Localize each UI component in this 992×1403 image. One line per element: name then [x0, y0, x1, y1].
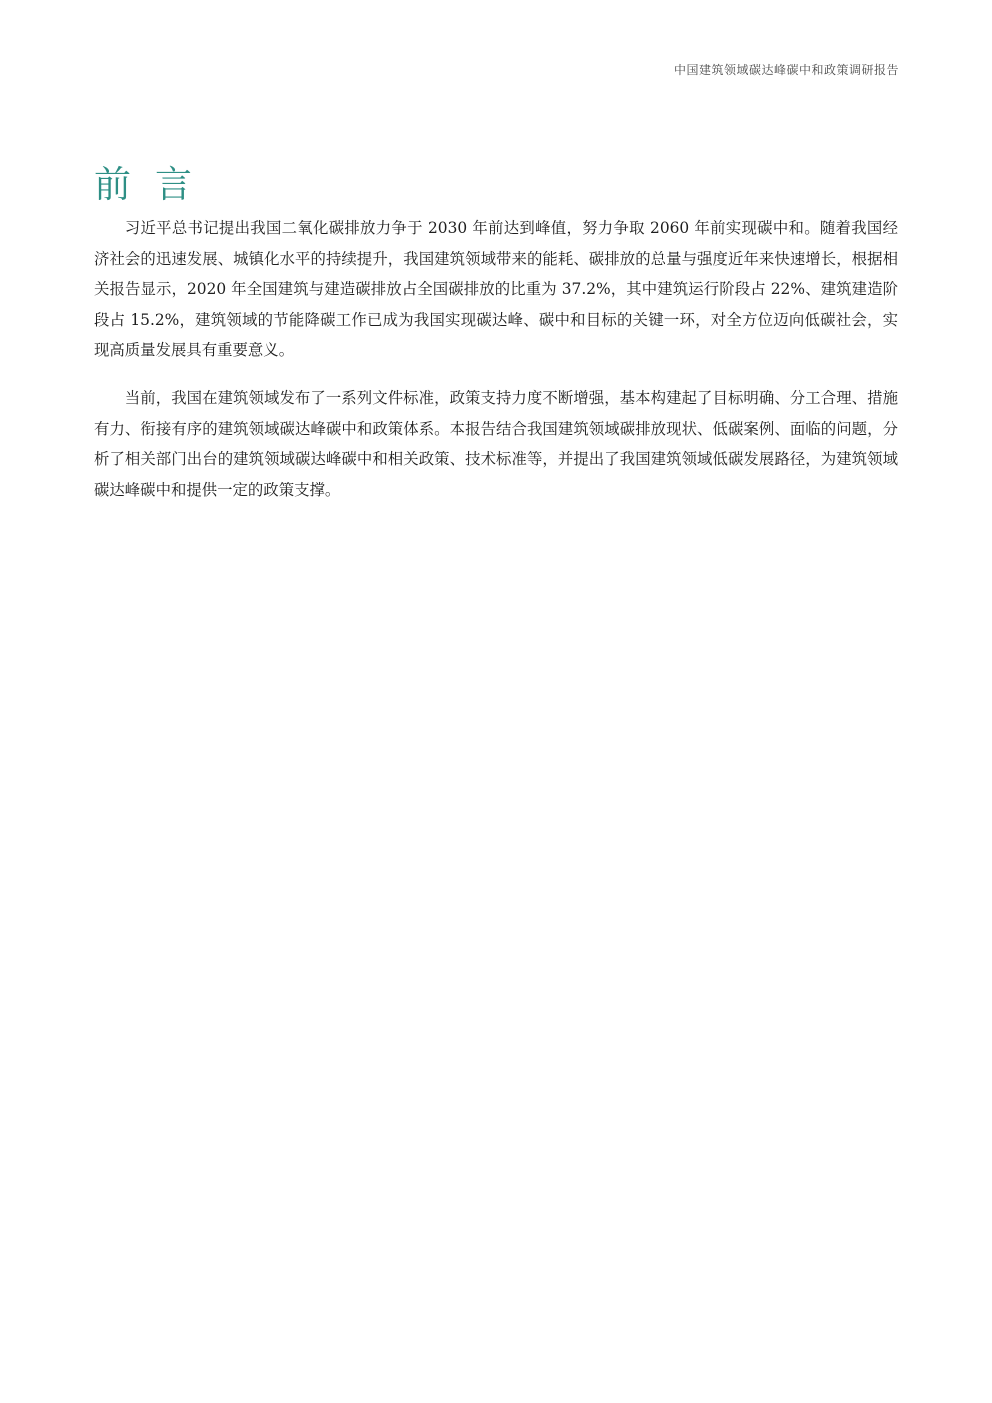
paragraph-current-status: 当前，我国在建筑领域发布了一系列文件标准，政策支持力度不断增强，基本构建起了目标明确、分工合理、措施有力、衔接有序的建筑领域碳达峰碳中和政策体系。本报告结合我国建筑领域碳排放现状、低碳案例、面临的问题，分析了相关部门出台的建筑领域碳达峰碳中和相关政策、技术标准等，并提出了我国建筑领域低碳发展路径，为建筑领域碳达峰碳中和提供一定的政策支撑。	[94, 388, 898, 499]
paragraph-intro: 习近平总书记提出我国二氧化碳排放力争于 2030 年前达到峰值，努力争取 2060 年前实现碳中和。随着我国经济社会的迅速发展、城镇化水平的持续提升，我国建筑领域带来的能耗、碳排放的总量与强度近年来快速增长，根据相关报告显示，2020 年全国建筑与建造碳排放占全国碳排放的比重为 37.2%，其中建筑运行阶段占 22%、建筑建造阶段占 15.2%，建筑领域的节能降碳工作已成为我国实现碳达峰、碳中和目标的关键一环，对全方位迈向低碳社会，实现高质量发展具有重要意义。	[94, 219, 898, 360]
running-header: 中国建筑领域碳达峰碳中和政策调研报告	[673, 63, 899, 77]
body-text	[94, 213, 898, 522]
page-title: 前言	[94, 162, 216, 206]
